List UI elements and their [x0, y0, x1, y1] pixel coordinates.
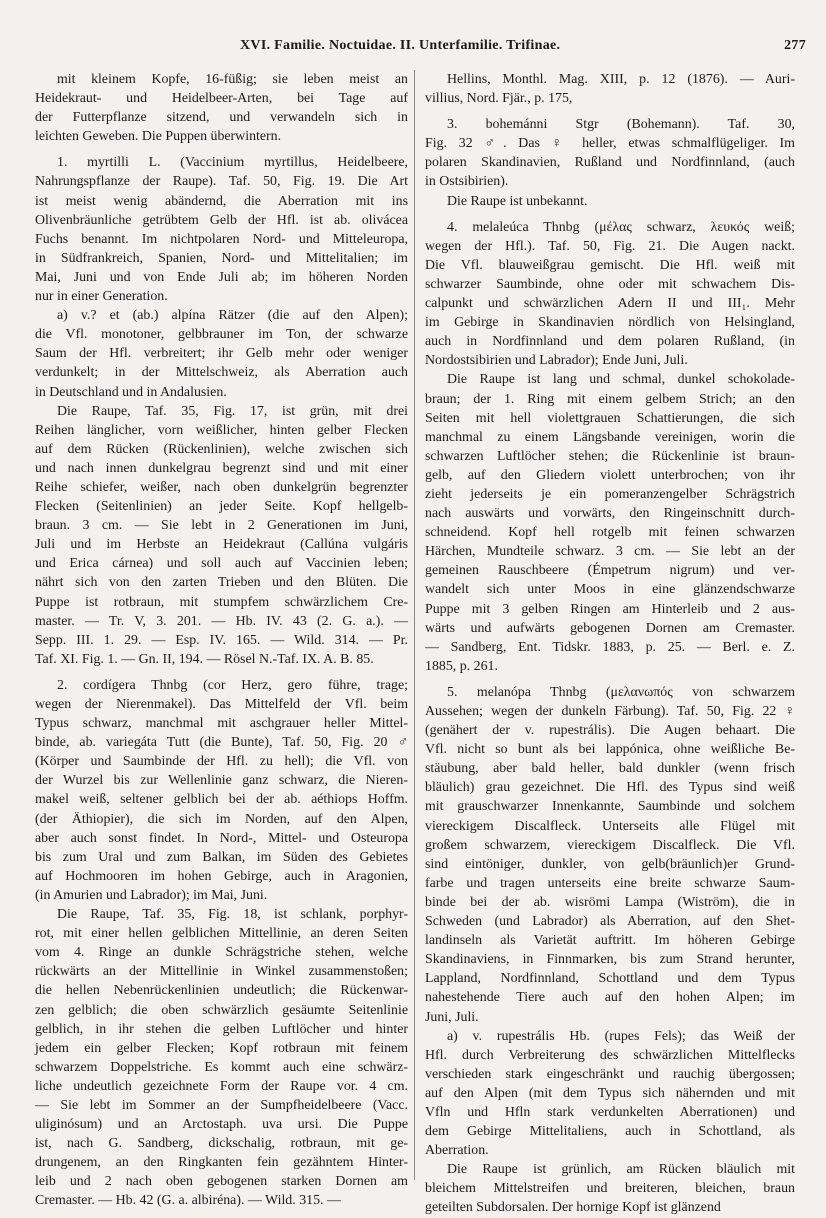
text-line: liche undeutlich gezeichnete Form der Raupe vor. 4 cm. — [35, 1078, 408, 1094]
text-line: 1885, p. 261. — [425, 658, 498, 674]
text-line: gemeinen Rauschbeere (Émpetrum nigrum) und ver- — [425, 563, 795, 579]
text-line: Aussehen; wegen der dunkeln Färbung). Taf. 50, Fig. 22 ♀ — [425, 704, 795, 719]
paragraph — [425, 192, 795, 211]
text-line: Die Vfl. blauweißgrau gemischt. Die Hfl. weiß mit — [425, 257, 795, 273]
paragraph — [425, 1027, 795, 1161]
text-line: — Sandberg, Ent. Tidskr. 1883, p. 25. — Berl. e. Z. — [425, 639, 795, 655]
text-line: Aberration. — [425, 1143, 489, 1159]
text-line: bleichem Mittelstreifen und breiteren, bleichen, braun — [425, 1181, 795, 1197]
text-line: Olivenbräunliche getrübtem Gelb der Hfl. ist ab. olivácea — [35, 212, 408, 228]
text-line: Juli und im Herbste an Heidekraut (Callúna vulgáris — [35, 537, 408, 553]
text-line: Nahrungspflanze der Raupe). Taf. 50, Fig. 19. Die Art — [35, 174, 408, 190]
text-line: binde bei der ab. wisrömi Lampa (Wiström), die in — [425, 894, 795, 910]
text-line: nährt sich von den zarten Trieben und den Blüten. Die — [35, 575, 408, 591]
paragraph — [425, 218, 795, 371]
text-line: nur in einer Generation. — [35, 289, 168, 305]
text-line: verdunkelt; in der Mittelschweiz, als Aberration auch — [35, 365, 408, 381]
running-header — [16, 38, 806, 58]
text-line: geteilten Subdorsalen. Der hornige Kopf ist glänzend — [425, 1200, 721, 1216]
text-line: zen gelblich; die oben schwärzlich gesäumte Seitenlinie — [35, 1002, 408, 1018]
text-line: gelblich, in ihr stehen die gelben Luftlöcher und hinter — [35, 1021, 408, 1037]
text-line: auch in Nordfinnland und dem polaren Rußland, (in — [425, 334, 795, 350]
left-text-column — [35, 70, 408, 1209]
paragraph — [425, 1160, 795, 1217]
text-line: der Wurzel bis zur Wellenlinie ganz schwarz, die Nieren- — [35, 773, 408, 789]
text-line: — Sie lebt im Sommer an der Sumpfheidelbeere (Vacc. — [35, 1097, 408, 1113]
paragraph — [35, 153, 408, 306]
paragraph — [425, 683, 795, 1027]
page-number: 277 — [784, 38, 806, 53]
text-line: Fuchs benannt. Im nichtpolaren Nord- und Mitteleuropa, — [35, 231, 408, 247]
text-line: auf Hochmooren im hohen Gebirge, auch in Aragonien, — [35, 868, 408, 884]
paragraph — [35, 70, 408, 146]
text-line: 4. melaleúca Thnbg (μέλας schwarz, λευκός weiß; — [447, 219, 795, 235]
text-line: calpunkt und schwärzlichen Adern II und III₁. Mehr — [425, 296, 795, 312]
text-line: Die Raupe ist grünlich, am Rücken bläulich mit — [447, 1162, 795, 1178]
text-line: leib und 2 nach oben gebogenen starken Dornen am — [35, 1174, 408, 1190]
text-line: der Futterpflanze sitzend, und verwandeln sich in — [35, 110, 408, 126]
text-line: Typus schwarz, manchmal mit aschgrauer heller Mittel- — [35, 716, 408, 732]
text-line: sind eintöniger, dunkler, von gelb(bräunlich)er Grund- — [425, 856, 795, 872]
text-line: uliginósum) und an Arctostaph. uva ursi. Die Puppe — [35, 1117, 408, 1133]
text-line: schwarzen Luftlöcher stehen; die Rückenlinie ist braun- — [425, 448, 795, 464]
text-line: 1. myrtilli L. (Vaccinium myrtillus, Heidelbeere, — [57, 155, 408, 171]
text-line: a) v.? et (ab.) alpína Rätzer (die auf den Alpen); — [57, 308, 408, 324]
text-line: Reihe schiefer, weißer, nach oben dunkelgrün begrenzter — [35, 479, 408, 495]
text-line: (der Äthiopier), die sich im Norden, auf den Alpen, — [35, 811, 408, 827]
text-line: wegen der Hfl.). Taf. 50, Fig. 21. Die Augen nackt. — [425, 238, 795, 254]
text-line: leichten Geweben. Die Puppen überwintern. — [35, 129, 282, 145]
paragraph — [35, 306, 408, 401]
text-line: auf dem Rücken (Rückenlinien), welche zwischen sich — [35, 441, 408, 457]
text-line: Die Raupe, Taf. 35, Fig. 18, ist schlank, porphyr- — [57, 907, 408, 923]
text-line: auf den Alpen (mit dem Typus sich nähernden und mit — [425, 1085, 795, 1101]
text-line: und nach innen dunkelgrau begrenzt sind und mit einer — [35, 460, 408, 476]
text-line: bläulich) grau gezeichnet. Die Hfl. des Typus sind weiß — [425, 780, 795, 796]
text-line: braun. 3 cm. — Sie lebt in 2 Generationen im Juni, — [35, 518, 408, 534]
text-line: Die Raupe, Taf. 35, Fig. 17, ist grün, mit drei — [57, 403, 408, 419]
text-line: villius, Nord. Fjär., p. 175, — [425, 91, 573, 107]
text-line: Härchen, Mundteile schwarz. 3 cm. — Sie lebt an der — [425, 544, 795, 560]
text-line: Skandinaviens, in Finnmarken, bis zum Strand herunter, — [425, 952, 795, 968]
text-line: Heidekraut- und Heidelbeer-Arten, bei Tage auf — [35, 91, 408, 107]
text-line: dem Gebirge Mittelitaliens, auch in Schottland, als — [425, 1124, 795, 1140]
text-line: die hellen Nebenrückenlinien undeutlich; die Rückenwar- — [35, 983, 408, 999]
paragraph — [425, 70, 795, 108]
text-line: Puppe ist rotbraun, mit stumpfem schwärzlichem Cre- — [35, 594, 408, 610]
text-line: (genähert der v. rupestrális). Die Augen behaart. Die — [425, 723, 795, 739]
text-line: manchmal zu einem Längsbande vereinigen, worin die — [425, 429, 795, 445]
paragraph — [35, 676, 408, 905]
text-line: nach auswärts und vorwärts, den Ringeinschnitt durch- — [425, 506, 795, 522]
text-line: rückwärts an der Mittellinie in Winkel zusammenstoßen; — [35, 964, 408, 980]
text-line: Saum der Hfl. verbreitert; ihr Gelb mehr oder weniger — [35, 346, 408, 362]
paragraph — [425, 115, 795, 191]
text-line: Juni, Juli. — [425, 1009, 479, 1025]
text-line: farbe und tragen unterseits eine breite schwarze Saum- — [425, 875, 795, 891]
text-line: die Vfl. monotoner, gelbbrauner im Ton, der schwarze — [35, 327, 408, 343]
paragraph — [35, 905, 408, 1211]
text-line: und Erica cárnea) und soll auch auf Vaccinien leben; — [35, 556, 408, 572]
text-line: landinseln als Varietät auftritt. Im höheren Gebirge — [425, 933, 795, 949]
text-line: Fig. 32 ♂. Das ♀ heller, etwas schmalflügeliger. Im — [425, 136, 795, 152]
header-title: XVI. Familie. Noctuidae. II. Unterfamilie. Trifinae. — [240, 38, 561, 53]
text-line: braun; der 1. Ring mit einem gelbem Strich; an den — [425, 391, 795, 407]
text-line: jedem ein gelber Flecken; Kopf rotbraun mit feinem — [35, 1040, 408, 1056]
text-line: Die Raupe ist lang und schmal, dunkel schokolade- — [447, 372, 795, 388]
text-line: in Ostsibirien). — [425, 174, 509, 190]
text-line: Mai, Juni und von Ende Juli ab; im höheren Norden — [35, 269, 408, 285]
text-line: Vfl. nicht so bunt als bei lappónica, ohne weißliche Be- — [425, 742, 795, 758]
text-line: bis zum Ural und zum Balkan, im Süden des Gebietes — [35, 849, 408, 865]
text-line: wegen der Nierenmakel). Das Mittelfeld der Vfl. beim — [35, 697, 408, 712]
right-text-column — [425, 70, 795, 1216]
column-divider — [414, 70, 415, 1180]
text-line: gelb, auf den Gliedern violett unterbrochen; von ihr — [425, 467, 795, 483]
text-line: wärts und aufwärts gebogenen Dornen am Cremaster. — [425, 620, 795, 636]
text-line: 2. cordígera Thnbg (cor Herz, gero führe, trage; — [57, 677, 408, 693]
text-line: rot, mit einer hellen gelblichen Mittellinie, an deren Seiten — [35, 926, 408, 942]
text-line: Lappland, Nordfinnland, Schottland und dem Typus — [425, 971, 795, 987]
text-line: Flecken (Seitenlinien) an jeder Seite. Kopf hellgelb- — [35, 499, 408, 515]
text-line: viereckigem Discalfleck. Unterseits alle Flügel mit — [425, 818, 795, 834]
text-line: Puppe mit 3 gelben Ringen am Hinterleib und 2 aus- — [425, 601, 795, 617]
text-line: nahestehende Tiere auch auf den hohen Alpen; im — [425, 990, 795, 1006]
text-line: mit grauschwarzer Innenkannte, Saumbinde und solchem — [425, 799, 795, 815]
text-line: Cremaster. — Hb. 42 (G. a. albiréna). — Wild. 315. — — [35, 1193, 341, 1209]
paragraph — [35, 402, 408, 669]
text-line: binde, ab. variegáta Tutt (die Bunte), Taf. 50, Fig. 20 ♂ — [35, 735, 408, 751]
text-line: Vfln und Hfln stark verdunkelten Aberrationen) und — [425, 1104, 795, 1120]
text-line: Schweden (und Labrador) als Aberration, auf den Shet- — [425, 914, 795, 930]
text-line: aber auch sonst findet. In Nord-, Mittel- und Osteuropa — [35, 830, 408, 846]
text-line: schneidend. Kopf hell rotgelb mit feinen schwarzen — [425, 525, 795, 541]
text-line: stäubung, aber bald heller, bald dunkler (wenn frisch — [425, 761, 795, 777]
text-line: master. — Tr. V, 3. 201. — Hb. IV. 43 (2. G. a.). — — [35, 613, 408, 629]
text-line: drungenem, an den Ringkanten fein gezähntem Hinter- — [35, 1155, 408, 1171]
text-line: Seiten mit hell violettgrauen Schattierungen, die sich — [425, 410, 795, 426]
text-line: ist, nach G. Sandberg, dickschalig, rotbraun, mit ge- — [35, 1136, 408, 1152]
text-line: makel weiß, seltener gelblich bei der ab. aéthiops Hoffm. — [35, 792, 408, 808]
text-line: 3. bohemánni Stgr (Bohemann). Taf. 30, — [447, 117, 795, 133]
text-line: im Gebirge in Skandinavien nördlich von Helsingland, — [425, 315, 795, 331]
text-line: verschieden stark eingeschränkt und rauchig übergossen; — [425, 1066, 795, 1082]
text-line: Nordostsibirien und Labrador); Ende Juni, Juli. — [425, 353, 688, 369]
text-line: Die Raupe ist unbekannt. — [447, 193, 588, 209]
text-line: ist meist wenig abändernd, die Aberration mit ins — [35, 193, 408, 209]
text-line: 5. melanópa Thnbg (μελανωπός von schwarzem — [447, 684, 795, 700]
text-line: polaren Skandinavien, Rußland und Nordfinnland, (auch — [425, 155, 795, 171]
text-line: Reihen länglicher, vorn weißlicher, hinten gelber Flecken — [35, 422, 408, 438]
text-line: wandelt sich unter Moos in eine glänzendschwarze — [425, 582, 795, 598]
text-line: (in Amurien und Labrador); im Mai, Juni. — [35, 887, 268, 903]
text-line: vom 4. Ringe an dunkle Schrägstriche stehen, welche — [35, 945, 408, 961]
text-line: Hfl. durch Verbreiterung des schwärzlichen Mittelflecks — [425, 1047, 795, 1063]
text-line: schwarzem Doppelstriche. Es kommt auch eine schwärz- — [35, 1059, 408, 1075]
text-line: mit kleinem Kopfe, 16-füßig; sie leben meist an — [57, 72, 408, 87]
text-line: a) v. rupestrális Hb. (rupes Fels); das Weiß der — [447, 1028, 795, 1044]
text-line: in Deutschland und in Andalusien. — [35, 384, 227, 400]
paragraph — [425, 370, 795, 676]
text-line: Hellins, Monthl. Mag. XIII, p. 12 (1876). — Auri- — [447, 72, 795, 87]
text-line: großem schwarzem, viereckigem Discalfleck. Die Vfl. — [425, 837, 795, 853]
text-line: Taf. XI. Fig. 1. — Gn. II, 194. — Rösel N.-Taf. IX. A. B. 85. — [35, 651, 374, 667]
text-line: zieht jederseits je ein pomeranzengelber Schrägstrich — [425, 486, 795, 502]
text-line: (Körper und Saumbinde der Hfl. zu hell); die Vfl. von — [35, 754, 408, 770]
text-line: Sepp. III. 1. 29. — Esp. IV. 165. — Wild. 314. — Pr. — [35, 632, 408, 648]
text-line: in Südfrankreich, Spanien, Nord- und Mittelitalien; im — [35, 250, 408, 266]
text-line: schwarzer Saumbinde, ohne oder mit schwachem Dis- — [425, 276, 795, 292]
